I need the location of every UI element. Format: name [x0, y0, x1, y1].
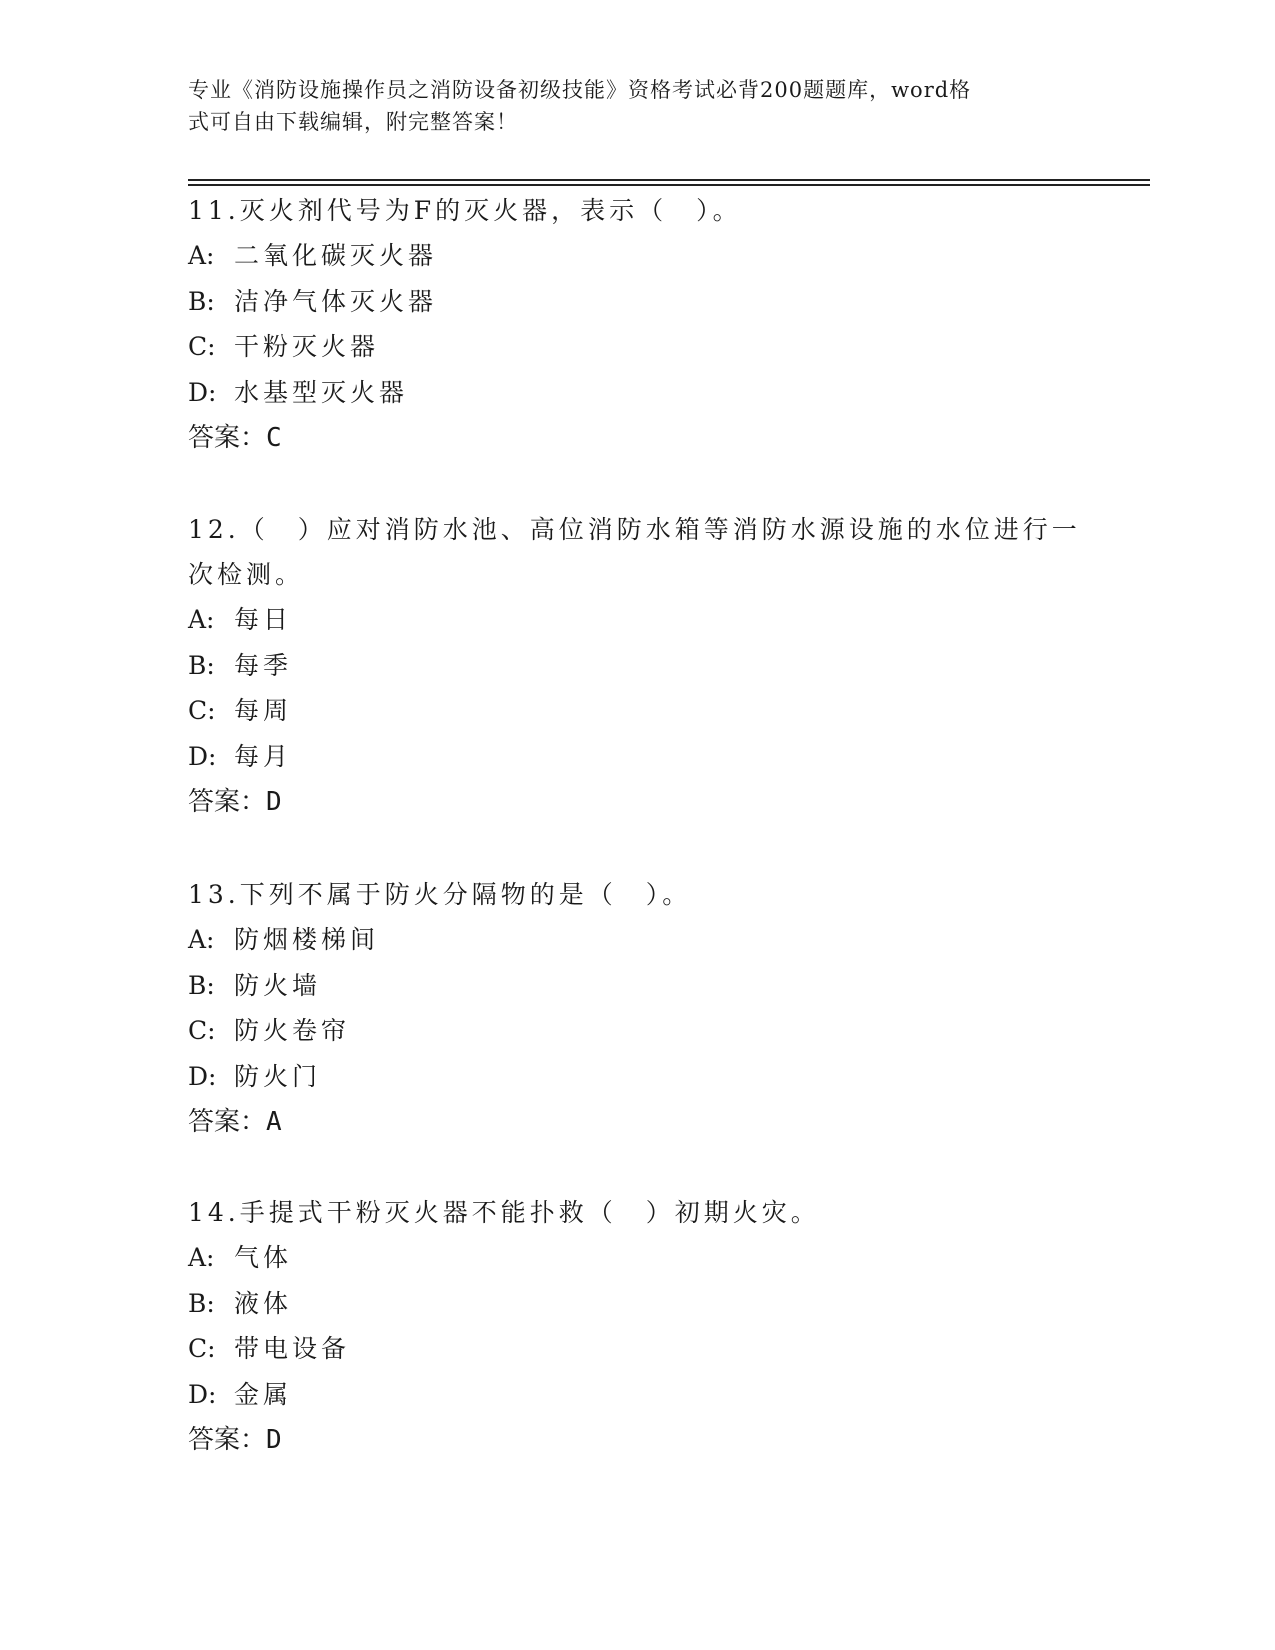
option-letter: C: — [188, 1016, 216, 1045]
question-11 — [188, 188, 1088, 461]
question-13 — [188, 872, 1088, 1145]
option-letter: D: — [188, 1061, 217, 1091]
answer-label: 答案： — [188, 787, 267, 817]
option-d — [188, 1054, 1088, 1100]
answer-value: A — [266, 1107, 282, 1137]
option-letter: C: — [188, 332, 216, 361]
option-text: 防火门 — [234, 1061, 322, 1091]
question-stem: 13.下列不属于防火分隔物的是（ ）。 — [188, 880, 692, 909]
option-text: 每季 — [234, 650, 293, 680]
option-text: 液体 — [234, 1288, 293, 1318]
option-text: 洁净气体灭火器 — [234, 286, 438, 316]
answer-label: 答案： — [188, 1107, 267, 1137]
option-b — [188, 279, 1088, 325]
option-d — [188, 734, 1088, 780]
answer-value: C — [266, 423, 282, 453]
option-d — [188, 1372, 1088, 1418]
option-a — [188, 597, 1088, 643]
answer-value: D — [266, 1425, 282, 1455]
answer-line — [188, 1099, 1088, 1145]
option-b — [188, 1281, 1088, 1327]
option-c — [188, 1326, 1088, 1372]
option-letter: A: — [188, 925, 215, 954]
option-letter: C: — [188, 696, 216, 725]
option-text: 每月 — [234, 741, 293, 771]
document-header — [188, 74, 1068, 138]
option-text: 防火墙 — [234, 970, 322, 1000]
option-letter: D: — [188, 1379, 217, 1409]
option-text: 金属 — [234, 1379, 293, 1409]
option-text: 带电设备 — [234, 1334, 351, 1363]
question-stem: 11.灭火剂代号为F的灭火器，表示（ ）。 — [188, 196, 742, 225]
option-text: 防烟楼梯间 — [234, 925, 380, 954]
option-c — [188, 1008, 1088, 1054]
option-a — [188, 917, 1088, 963]
option-c — [188, 324, 1088, 370]
answer-label: 答案： — [188, 423, 267, 453]
answer-line — [188, 779, 1088, 825]
option-letter: D: — [188, 377, 217, 407]
header-title-line-1: 专业《消防设施操作员之消防设备初级技能》资格考试必背200题题库，word格 — [188, 78, 972, 102]
question-stem: 12.（ ）应对消防水池、高位消防水箱等消防水源设施的水位进行一次检测。 — [188, 515, 1081, 589]
option-text: 二氧化碳灭火器 — [234, 241, 438, 270]
option-text: 干粉灭火器 — [234, 332, 380, 361]
option-text: 防火卷帘 — [234, 1016, 351, 1045]
option-letter: C: — [188, 1334, 216, 1363]
option-text: 气体 — [234, 1243, 293, 1272]
option-letter: B: — [188, 1288, 215, 1318]
option-letter: A: — [188, 605, 215, 634]
header-title-line-2: 式可自由下载编辑，附完整答案！ — [188, 110, 518, 134]
option-text: 每周 — [234, 696, 293, 725]
option-d — [188, 370, 1088, 416]
answer-line — [188, 415, 1088, 461]
option-letter: A: — [188, 241, 215, 270]
option-letter: B: — [188, 650, 215, 680]
question-14 — [188, 1190, 1088, 1463]
answer-label: 答案： — [188, 1425, 267, 1455]
option-b — [188, 963, 1088, 1009]
header-divider-top — [188, 179, 1150, 181]
option-text: 水基型灭火器 — [234, 377, 409, 407]
question-stem: 14.手提式干粉灭火器不能扑救（ ）初期火灾。 — [188, 1198, 820, 1227]
option-b — [188, 643, 1088, 689]
option-a — [188, 1235, 1088, 1281]
option-a — [188, 233, 1088, 279]
option-letter: B: — [188, 286, 215, 316]
option-letter: D: — [188, 741, 217, 771]
answer-line — [188, 1417, 1088, 1463]
option-letter: B: — [188, 970, 215, 1000]
option-letter: A: — [188, 1243, 215, 1272]
question-12 — [188, 507, 1088, 825]
option-c — [188, 688, 1088, 734]
header-divider-bottom — [188, 184, 1150, 186]
answer-value: D — [266, 787, 282, 817]
option-text: 每日 — [234, 605, 293, 634]
